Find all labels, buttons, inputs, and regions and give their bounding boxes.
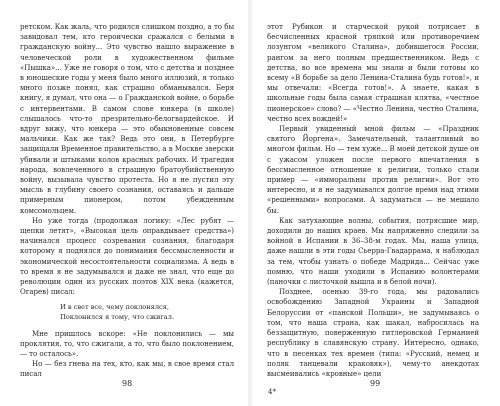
right-paragraph: Первый увиденный мной фильм — «Праздник святого Йоргена». Замечательный, талантливый во многом фильм. Но — тем хуже... В моей детской душе он с ужасом уложен после первого впечатления в бессмысленное отношение к религии, только стали пример — «имморальны против религии». Вот это интересно, и я не задумывался долгое время над этими «решенными» вопросами. А задуматься — не мешало бы. <box>267 124 479 215</box>
right-page <box>250 0 500 406</box>
right-paragraph: Как затухающие волны, события, потрясшие мир, доходили до наших краев. Мы напряженно следили за войной в Испании в 36–38-м годах. Мы, наша улица, даже нашли в эти годы Сьерра-Гвадаррама, я наблюдал за тем, чтобы узнать о победе Мадрида... Сейчас уже помню, что наши уходили в Испанию волонтерами (паночки с листочкой вышла и в белой ночи). <box>267 215 479 287</box>
signature-mark: 4* <box>268 388 276 396</box>
poem-quote <box>60 303 234 322</box>
page-number-right: 99 <box>370 379 381 388</box>
left-paragraph: Но уже тогда (продолжая логику: «Лес рубят — щепки летят», «Высокая цель оправдывает средства») начинался процесс созревания сознания, благодаря которому я поднялся до понимания бессмысленности и экономической несостоятельности социализма. А ведь в то время я не задумывался и даже не знал, что еще до революции один из русских поэтов XIX века (кажется, Огарев) писал: <box>20 215 234 297</box>
right-paragraph: этот Рубикон и старческой рукой потрясает в бесчисленных красной тряпкой или противоречием лозунгом «великого Сталина», добившегося России, рангом за него полным предшественником. Ведь с детства, во все времена мы знали и были готовы ко всему «В борьбе за дело Ленина-Сталина будь готов!», и мы отвечали: «Всегда готов!». А знаете, какая в школьные годы была самая страшная клятва, «честное пионерское» слово? — «Честно Ленина, честно Сталина, честно всех вождей!» <box>267 22 479 123</box>
poem-line: Поклонился я тому, что сжигал. <box>60 313 175 322</box>
left-paragraph: Но — без гнева на тех, кто, как мы, в свое время стал писал <box>20 359 234 379</box>
left-paragraph: Мне пришлось вскоре: «Не поклонились — мы проклятия, то, что сжигали, а то, что было поклонением, — то осталось». <box>20 328 234 359</box>
poem-line: И в свет все, чему поклонялся, <box>60 303 169 312</box>
right-page-text <box>267 22 479 379</box>
left-page-text <box>20 22 234 380</box>
left-paragraph: ретском. Как жаль, что родился слишком поздно, а то бы завидовал тем, кто героически сражался с белыми в гражданскую войну... Это чувство нашло выражение в человеческой роли в художественном фильме «Пышка»... Уже не говоря о том, что с детства и позднее в юношеские годы у меня было много иллюзий, я только много позже понял, как страшно обманывался. Беря книгу, я думал, что она — о Гражданской войне, о борьбе с интервентами. В самом слове юнкера (в школе) слышалось что-то презрительно-белогвардейское. И вдруг вижу, что юнкера — это обыкновенные совсем мальчики. Как же так? Ведь это они, в Петербурге защищали Временное правительство, а в Москве зверски убивали и штыками колов красных рабочих. И трагедия народа, вовлеченного в страшную братоубийственную войну, вызывала чувство протеста. Но я не пустил эту мысль в глубину своего сознания, оставаясь и дальше примерным пионером, потом убежденным комсомольцем. <box>20 22 234 215</box>
page-number-left: 98 <box>122 379 133 388</box>
right-paragraph: Позднее, осенью 39-го года, мы радовались освобождению Западной Украины и Западной Белоруссии от «панской Польши», не задумываясь о том, что наша страна, как шакал, набросилась на беззащитную, поверженную гитлеровской Германией республику в славянскую страну. Интересно, однако, что в песенках тех времен (типа: «Русский, немец и поляк танцевали краковяк»), чему-то анекдотах высмеивались «кровные» цели <box>267 287 479 378</box>
